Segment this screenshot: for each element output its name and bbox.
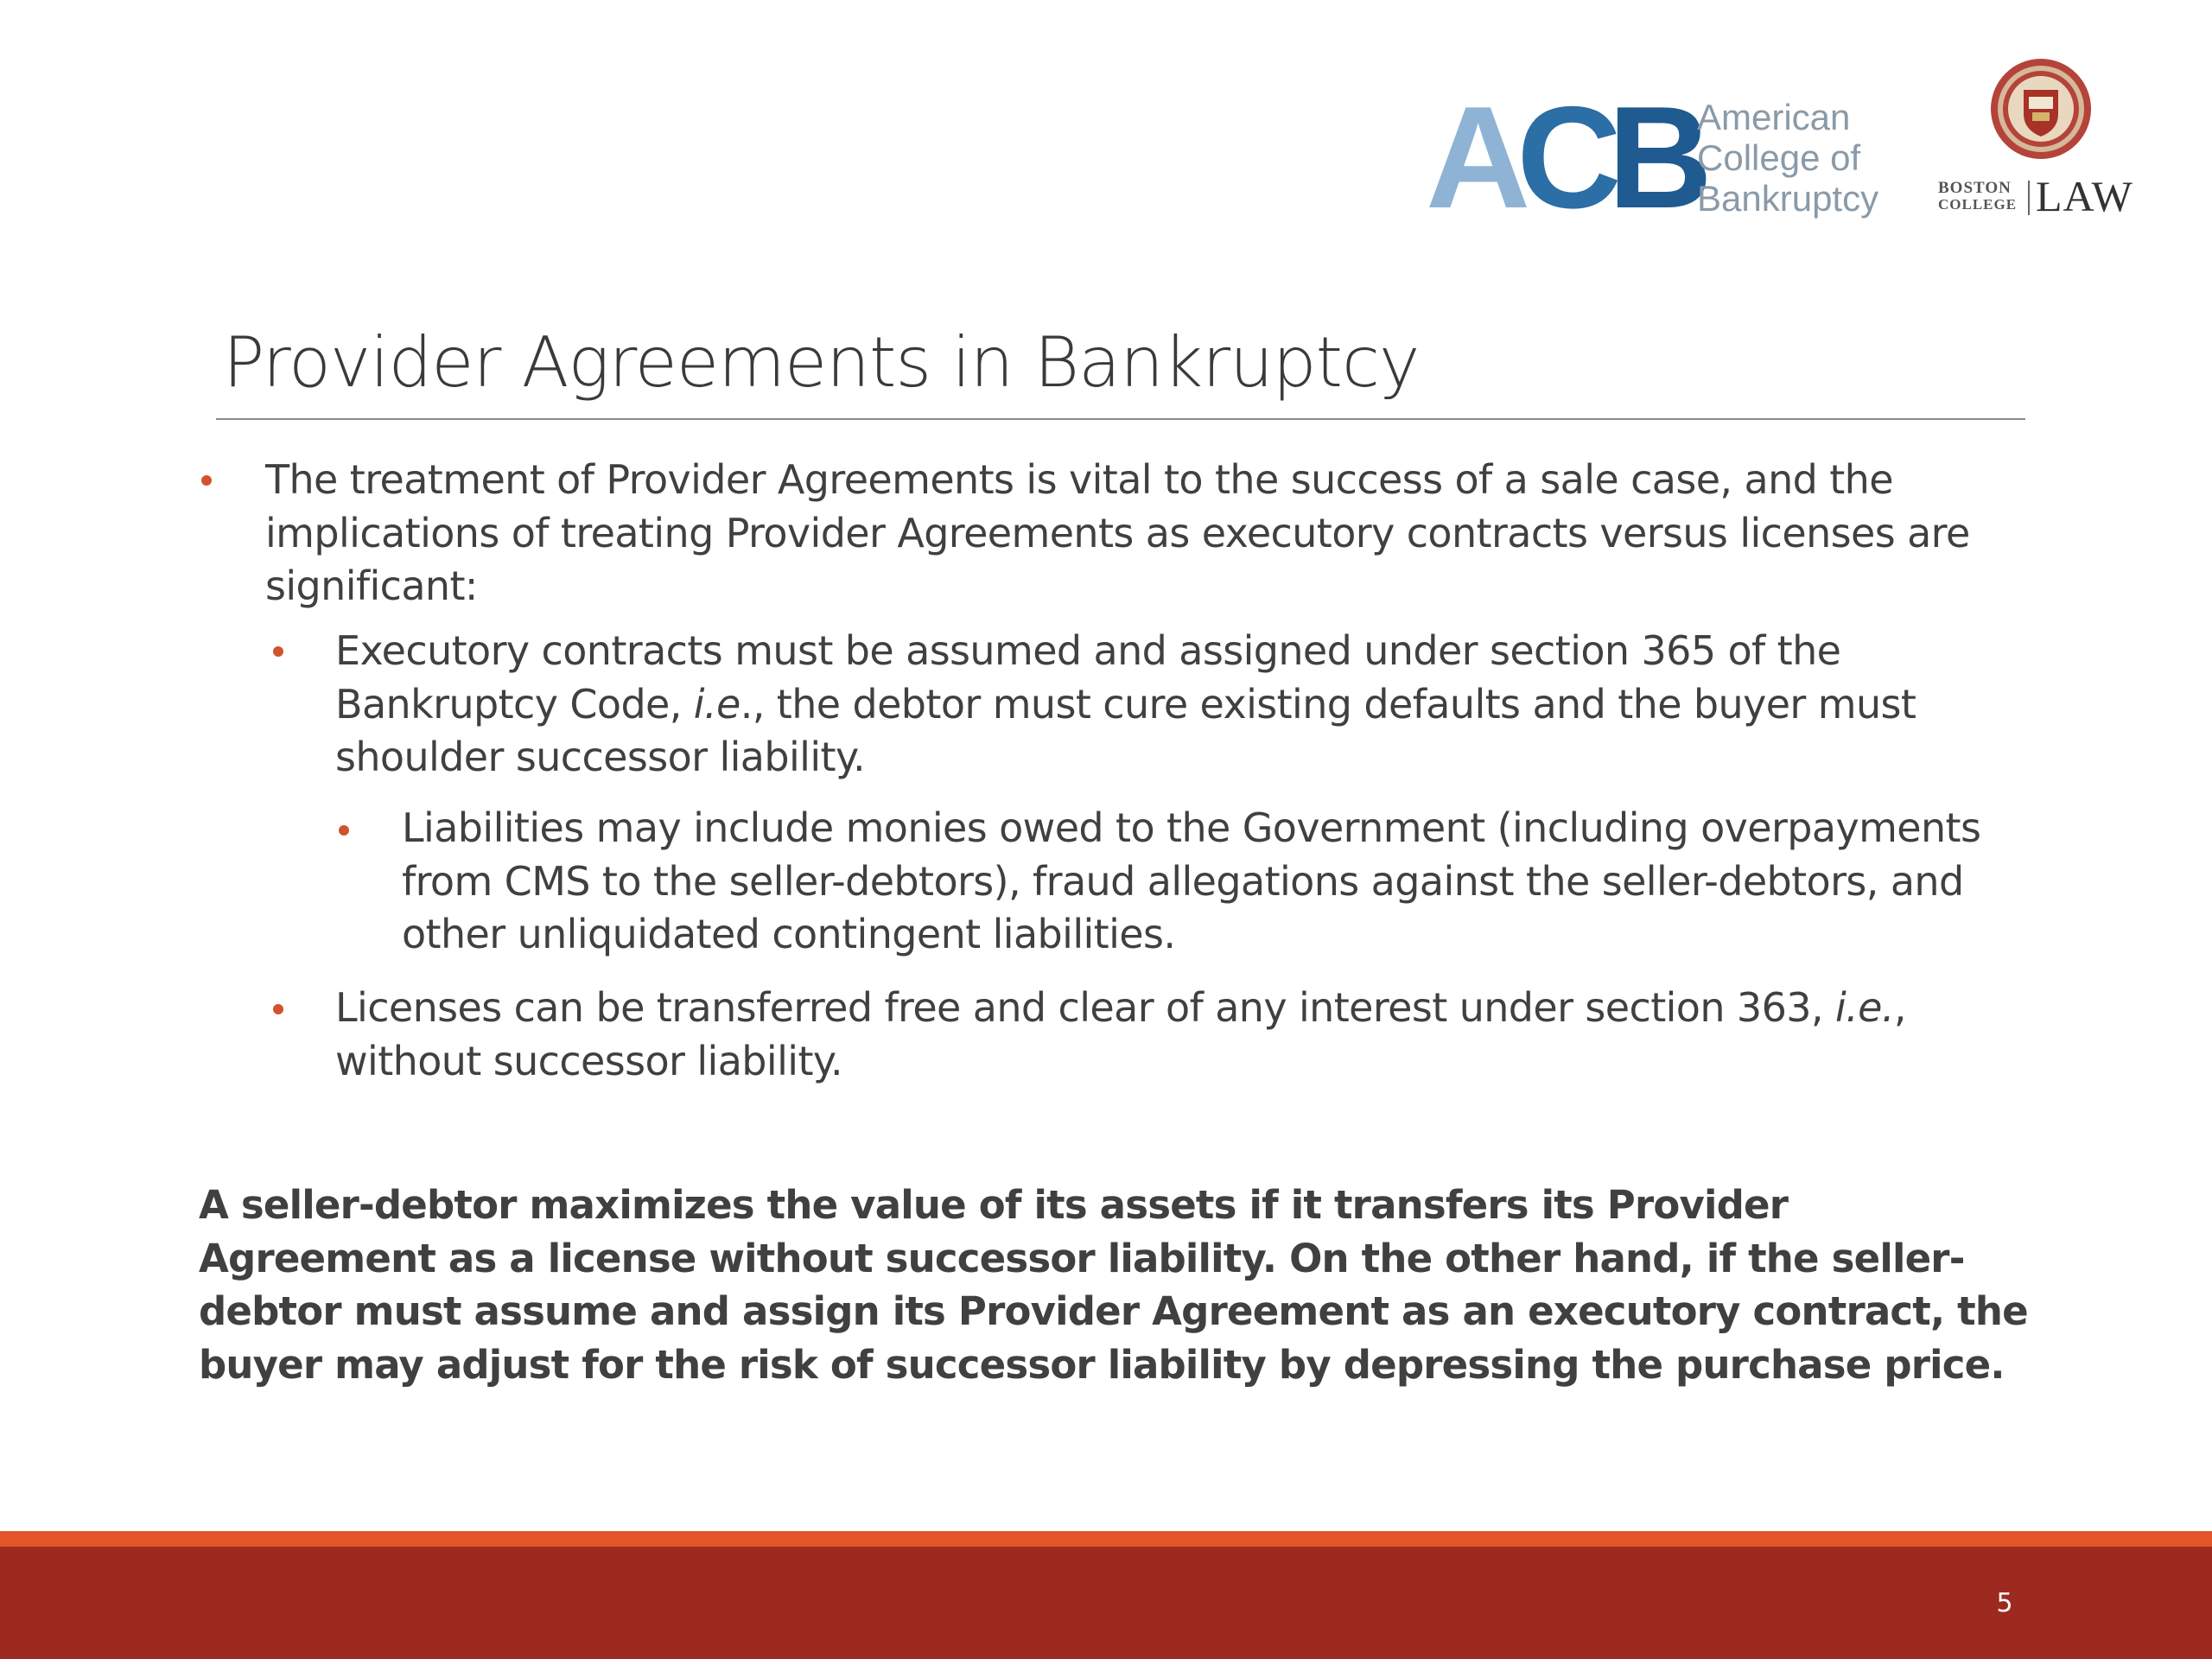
bullet-dot-icon: [339, 825, 349, 836]
bullet-licenses: [335, 982, 2029, 1088]
bullet-italic-ie: i.e: [693, 680, 741, 728]
conclusion-paragraph: A seller-debtor maximizes the value of its assets if it transfers its Provider Agreement as a license without successor liability. On the other hand, if the seller-debtor must assume and assign its Provider Agreement as an executory contract, the buyer may adjust for the risk of successor liability by depressing the purchase price.: [199, 1182, 2028, 1388]
footer-accent-stripe: [0, 1531, 2212, 1547]
acb-logo-letters: ACB: [1426, 76, 1699, 238]
slide-title: Provider Agreements in Bankruptcy: [223, 322, 1420, 403]
bullet-liabilities: Liabilities may include monies owed to the Government (including overpayments from CMS to the seller-debtors), fraud allegations against the seller-debtors, and other unliquidated contingent liabilities.: [402, 804, 1981, 957]
boston-college-seal-icon: [1989, 57, 2093, 161]
boston-college-law-logo: [1938, 172, 2145, 220]
footer-bar: [0, 1547, 2212, 1659]
bc-logo-college: COLLEGE: [1938, 196, 2018, 213]
bullet-text: Licenses can be transferred free and clear of any interest under section 363,: [335, 984, 1835, 1031]
bc-logo-boston: BOSTON: [1938, 179, 2012, 197]
bullet-text: ., the debtor must cure existing defaults and the buyer must shoulder successor liability.: [335, 680, 1916, 780]
bullet-dot-icon: [273, 646, 283, 657]
bullet-level1: The treatment of Provider Agreements is vital to the success of a sale case, and the implications of treating Provider Agreements as executory contracts versus licenses are significant:: [265, 456, 1970, 609]
bc-logo-law: LAW: [2036, 172, 2133, 220]
bullet-italic-ie: i.e.: [1834, 984, 1894, 1031]
bullet-text: , without successor liability.: [335, 984, 1906, 1084]
bullet-dot-icon: [201, 475, 212, 486]
acb-logo: [1426, 76, 1884, 238]
title-divider: [216, 418, 2025, 420]
acb-logo-name: American College of Bankruptcy: [1697, 97, 1879, 219]
bullet-dot-icon: [273, 1004, 283, 1014]
bullet-text: Executory contracts must be assumed and assigned under section 365 of the Bankruptcy Code,: [335, 627, 1841, 728]
bullet-executory-contracts: [335, 625, 2029, 785]
bc-logo-divider: [2028, 181, 2030, 215]
slide-number: 5: [1996, 1588, 2013, 1618]
